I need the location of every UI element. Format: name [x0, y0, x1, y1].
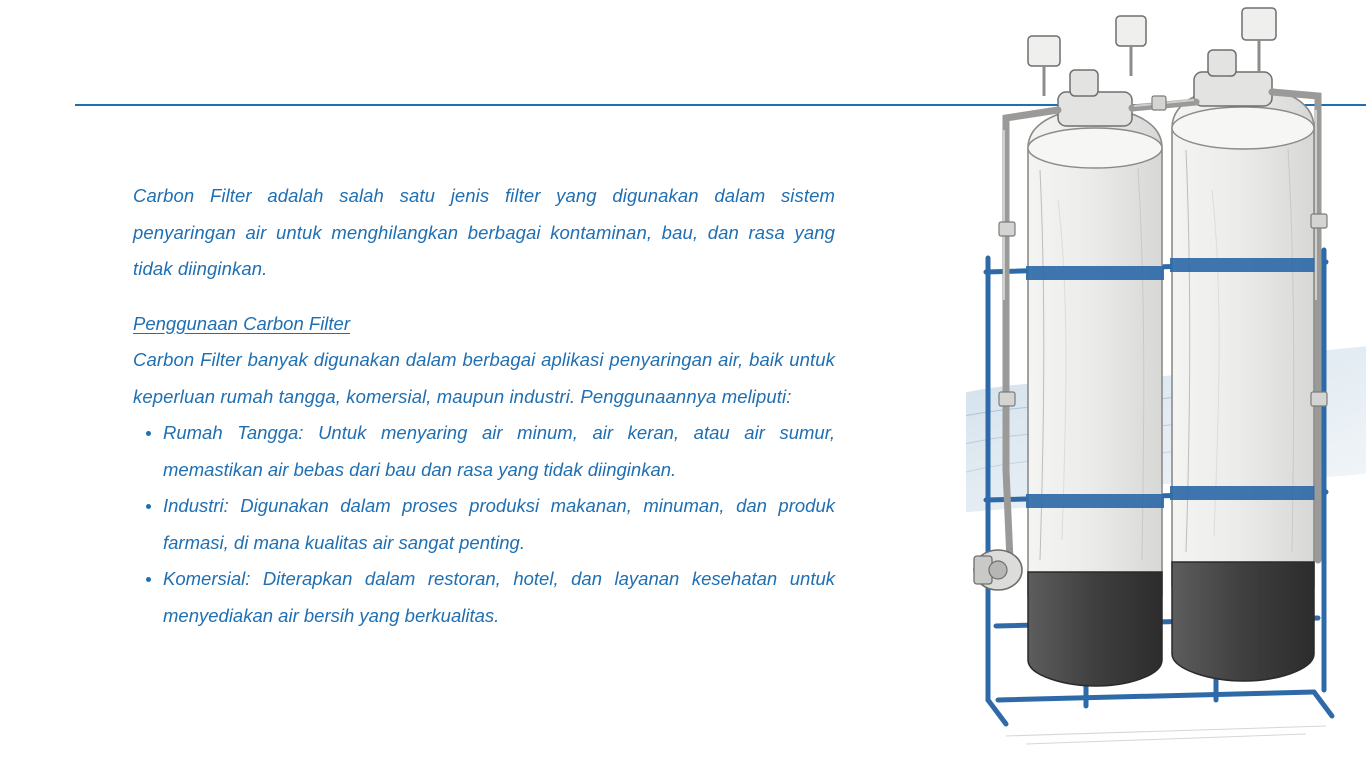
- right-filter-tank: [1170, 86, 1316, 681]
- list-item: [163, 415, 835, 488]
- ground-shadow: [1006, 726, 1326, 744]
- slide-text-column: [133, 178, 835, 634]
- section-heading: Penggunaan Carbon Filter: [133, 312, 351, 334]
- list-item: [163, 488, 835, 561]
- list-item-text: Rumah Tangga: Untuk menyaring air minum, air keran, atau air sumur, memastikan air bebas dari bau dan rasa yang tidak diinginkan.: [163, 422, 835, 480]
- list-item: [163, 561, 835, 634]
- section-paragraph: Carbon Filter banyak digunakan dalam berbagai aplikasi penyaringan air, baik untuk keperluan rumah tangga, komersial, maupun industri. Penggunaannya meliputi:: [133, 349, 835, 407]
- list-item-text: Komersial: Diterapkan dalam restoran, hotel, dan layanan kesehatan untuk menyediakan air bersih yang berkualitas.: [163, 568, 835, 626]
- carbon-filter-illustration: [966, 0, 1366, 768]
- spacer: [133, 288, 835, 306]
- carbon-filter-tank-sketch-svg: [966, 0, 1366, 768]
- left-filter-tank: [1026, 108, 1164, 686]
- booster-pump: [974, 550, 1022, 590]
- usage-bullet-list: [133, 415, 835, 634]
- list-item-text: Industri: Digunakan dalam proses produksi makanan, minuman, dan produk farmasi, di mana kualitas air sangat penting.: [163, 495, 835, 553]
- intro-paragraph: Carbon Filter adalah salah satu jenis filter yang digunakan dalam sistem penyaringan air untuk menghilangkan berbagai kontaminan, bau, dan rasa yang tidak diinginkan.: [133, 185, 835, 279]
